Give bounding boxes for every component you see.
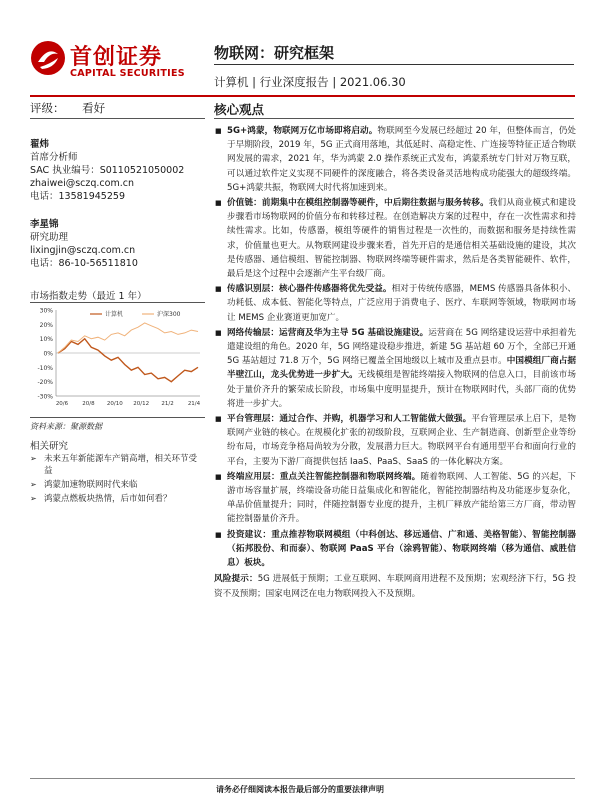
analyst-title: 研究助理 — [30, 232, 69, 243]
rating-value: 看好 — [82, 101, 106, 115]
index-chart — [30, 304, 205, 416]
point-heading: 投资建议：重点推荐物联网模组（中科创达、移远通信、广和通、美格智能）、智能控制器（拓邦股份、和而泰）、物联网 PaaS 平台（涂鸦智能）、物联网终端（移为通信、威胜信息）板块。 — [227, 529, 576, 569]
analyst-card — [30, 218, 205, 270]
x-tick-label: 20/12 — [133, 401, 150, 407]
point-heading: 价值链：前期集中在模组控制器等硬件，中后期往数据与服务转移。 — [227, 198, 489, 209]
point-text: 平台管理层承上启下，是物联网产业链的核心。在规模化扩张的初级阶段，互联网企业、生产制造商、创新型企业等纷纷布局，市场竞争格局尚较为分散，发展潜力巨大。物联网平台有通用型平台和面向行业的平台，主要为下游厂商提供包括 IaaS、PaaS、SaaS 的一体化解决方案。 — [227, 414, 576, 467]
core-viewpoints — [214, 124, 576, 601]
x-tick-label: 21/2 — [161, 401, 174, 407]
point-heading: 终端应用层：重点关注智能控制器和物联网终端。 — [227, 471, 421, 482]
point-item — [214, 528, 576, 571]
rating-label: 评级： — [30, 101, 65, 115]
point-text: 运营商在 5G 网络建设运营中承担着先遣建设组的角色。2020 年，5G 网络建设稳步推进，新建 5G 基站超 60 万个，全部已开通 5G 基站超过 71.8 万个，5G 网络已覆盖全国地级以上城市及重点县市。 — [227, 327, 576, 367]
risk-label: 风险提示： — [214, 574, 258, 585]
point-text: 物联网至今发展已经超过 20 年，但整体而言，仍处于早期阶段，2019 年，5G 正式商用落地，其低延时、高稳定性、广连接等特征正适合物联网发展的需求，2021 年，华为鸿蒙 2.0 操作系统正式发布，鸿蒙系统专门针对万物互联，可以通过软件定义实现不同硬件的深度融合，将各类设备灵活地构成功能强大的超级终端。5G+鸿蒙共振，物联网大时代将加速到来。 — [227, 126, 576, 193]
report-meta: 计算机 | 行业深度报告 | 2021.06.30 — [214, 75, 406, 89]
title-divider — [214, 64, 574, 65]
point-heading: 网络传输层：运营商及华为主导 5G 基础设施建设。 — [227, 327, 429, 338]
y-tick-label: 20% — [39, 321, 53, 329]
related-title: 相关研究 — [30, 441, 69, 452]
left-divider — [30, 118, 205, 119]
analyst-phone: 电话：86-10-56511810 — [30, 258, 138, 269]
point-text: 我们从商业模式和建设步骤看市场物联网的价值分布和转移过程。在创造解决方案的过程中，存在一次性需求和持续性需求。比如，传感器，模组等硬件的销售过程是一次性的，而数据和服务是持续性需求，价值量也更大。从物联网建设步骤来看，首先开启的是通信相关基础设施的建设，其次是传感器、通信模组、智能控制器、物联网终端等硬件需求，然后是各类智能硬件、软件，最后是这个过程中会逐渐产生平台级厂商。 — [227, 198, 576, 280]
legal-disclaimer: 请务必仔细阅读本报告最后部分的重要法律声明 — [216, 785, 384, 794]
related-item[interactable]: ➢ 未来五年新能源车产销高增，相关环节受益 — [30, 453, 205, 477]
point-item — [214, 282, 576, 325]
x-tick-label: 21/4 — [187, 401, 201, 407]
point-heading: 平台管理层：通过合作、并购，机器学习和人工智能做大做强。 — [227, 414, 472, 425]
y-tick-label: -20% — [37, 379, 53, 387]
analyst-card — [30, 138, 205, 203]
x-tick-label: 20/8 — [82, 401, 95, 407]
x-tick-label: 20/6 — [55, 401, 69, 407]
logo-text: 首创证券 — [70, 45, 163, 70]
header-divider — [30, 95, 575, 97]
y-tick-label: 10% — [39, 336, 53, 344]
related-list — [30, 453, 205, 507]
point-item — [214, 412, 576, 469]
y-tick-label: -10% — [37, 364, 53, 372]
point-item — [214, 326, 576, 411]
analyst-title: 首席分析师 — [30, 152, 78, 163]
risk-warning — [214, 572, 576, 600]
x-tick-label: 20/10 — [106, 401, 123, 407]
logo-mark-icon — [30, 40, 66, 76]
series-line-0 — [58, 339, 198, 382]
point-heading: 传感识别层：核心器件传感器将优先受益。 — [227, 284, 392, 295]
risk-text: 5G 进展低于预期；工业互联网、车联网商用进程不及预期；宏观经济下行，5G 投资不及预期；国家电网泛在电力物联网投入不及预期。 — [214, 574, 576, 599]
analyst-name: 李星锦 — [30, 219, 59, 230]
chart-divider — [30, 417, 205, 418]
logo-subtext: CAPITAL SECURITIES — [70, 68, 185, 79]
chart-source: 资料来源：聚源数据 — [30, 422, 102, 431]
report-title: 物联网：研究框架 — [214, 44, 335, 62]
analyst-cert: SAC 执业编号：S0110521050002 — [30, 165, 185, 176]
point-text: 无线模组是智能终端接入物联网的信息入口，目前该市场处于量价齐升的繁荣成长阶段，市场集中度明显提升，预计在物联网时代，头部厂商的优势将进一步扩大。 — [227, 370, 576, 409]
chart-title: 市场指数走势（最近 1 年） — [30, 291, 147, 302]
point-heading: 5G+鸿蒙，物联网万亿市场即将启动。 — [227, 126, 378, 136]
y-tick-label: 0% — [43, 350, 53, 358]
point-text: 相对于传统传感器，MEMS 传感器具备体积小、功耗低、成本低、智能化等特点，广泛应用于消费电子、医疗、车联网等领域，物联网市场让 MEMS 企业赛道更加宽广。 — [227, 284, 576, 323]
related-item[interactable]: ➢ 鸿蒙点燃板块热情，后市如何看？ — [30, 493, 205, 505]
legend-label: 沪深300 — [157, 311, 181, 318]
series-line-1 — [58, 323, 198, 353]
analyst-name: 翟炜 — [30, 139, 50, 150]
chart-divider — [30, 302, 205, 303]
right-divider — [214, 118, 574, 119]
point-text: 随着物联网、人工智能、5G 的兴起，下游市场容量扩展，终端设备功能日益集成化和智能化，智能控制器结构及功能逐步复杂化，单品价值量提升；同时，伴随控制器专业度的提升，主机厂释放产能给第三方厂商，带动智能控制器量价齐升。 — [227, 471, 576, 525]
analyst-email[interactable]: zhaiwei@sczq.com.cn — [30, 178, 134, 189]
analyst-email[interactable]: lixingjin@sczq.com.cn — [30, 245, 136, 256]
y-tick-label: 30% — [39, 307, 53, 315]
point-item — [214, 470, 576, 527]
related-item[interactable]: ➢ 鸿蒙加速物联网时代来临 — [30, 479, 205, 491]
point-subheading: 中国模组厂商占据半壁江山，龙头优势进一步扩大。 — [227, 356, 576, 381]
point-item — [214, 124, 576, 195]
analyst-phone: 电话：13581945259 — [30, 191, 125, 202]
legend-label: 计算机 — [105, 311, 124, 318]
point-item — [214, 196, 576, 281]
section-title: 核心观点 — [214, 102, 265, 117]
rating — [30, 100, 105, 116]
footer-divider — [30, 778, 575, 779]
y-tick-label: -30% — [37, 393, 53, 401]
